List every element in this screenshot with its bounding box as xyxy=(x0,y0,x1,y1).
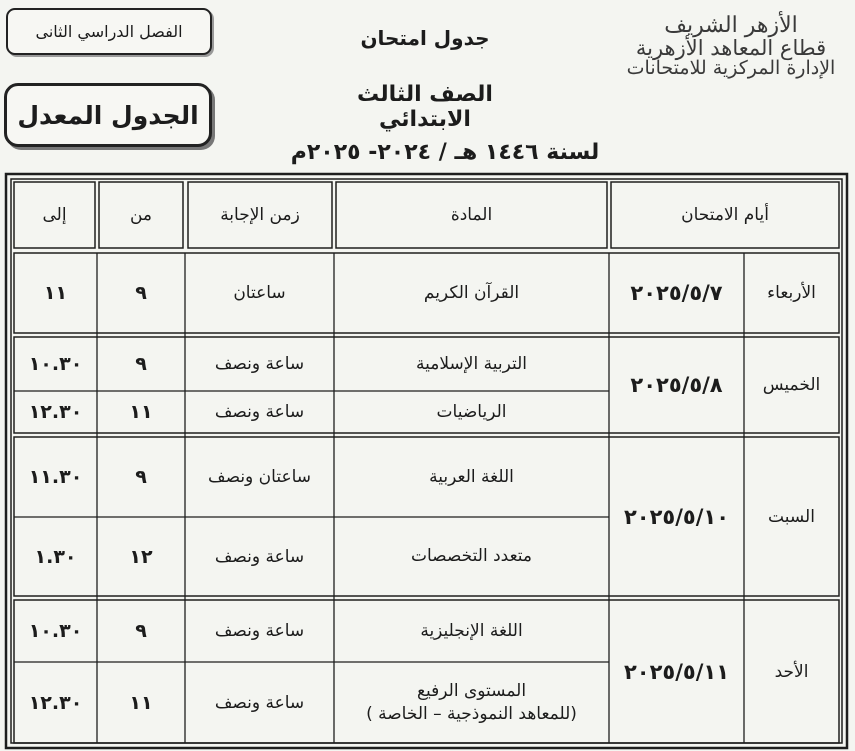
duration-cell: ساعة ونصف xyxy=(214,354,305,374)
day-cell: الأربعاء xyxy=(767,283,816,303)
date-cell: ٢٠٢٥/٥/١٠ xyxy=(623,504,730,529)
to-time-cell: ١٢.٣٠ xyxy=(28,401,83,423)
to-time-cell: ١١.٣٠ xyxy=(28,466,83,488)
subject-cell: القرآن الكريم xyxy=(423,282,520,303)
subject-cell: متعدد التخصصات xyxy=(411,546,533,567)
from-time-cell: ٩ xyxy=(135,282,147,304)
date-cell: ٢٠٢٥/٥/٨ xyxy=(630,373,723,397)
subject-note: (للمعاهد النموذجية – الخاصة ) xyxy=(366,703,577,724)
header-subject: المادة xyxy=(450,205,493,225)
subject-cell: اللغة الإنجليزية xyxy=(420,620,523,641)
subject-cell: التربية الإسلامية xyxy=(416,353,527,374)
to-time-cell: ١٢.٣٠ xyxy=(28,691,83,714)
duration-cell: ساعة ونصف xyxy=(214,546,305,567)
duration-cell: ساعة ونصف xyxy=(214,402,305,422)
day-cell: الأحد xyxy=(774,661,809,682)
header-duration: زمن الإجابة xyxy=(220,205,300,225)
from-time-cell: ١١ xyxy=(129,691,153,714)
to-time-cell: ١٠.٣٠ xyxy=(28,353,83,375)
modified-schedule-label: الجدول المعدل xyxy=(4,83,212,147)
header-exam-days: أيام الامتحان xyxy=(681,205,769,225)
from-time-cell: ١١ xyxy=(129,401,153,423)
logo-line-1: الأزهر الشريف xyxy=(664,13,798,38)
day-cell: السبت xyxy=(768,506,815,527)
academic-year: لسنة ١٤٤٦ هـ / ٢٠٢٤- ٢٠٢٥م xyxy=(290,140,600,165)
duration-cell: ساعتان ونصف xyxy=(207,467,312,487)
day-cell: الخميس xyxy=(762,375,821,395)
from-time-cell: ١٢ xyxy=(129,545,153,568)
date-cell: ٢٠٢٥/٥/١١ xyxy=(623,659,730,684)
to-time-cell: ١٠.٣٠ xyxy=(28,620,83,642)
date-cell: ٢٠٢٥/٥/٧ xyxy=(630,281,723,305)
subject-name: المستوى الرفيع xyxy=(416,680,527,701)
duration-cell: ساعة ونصف xyxy=(214,621,305,641)
from-time-cell: ٩ xyxy=(135,466,147,488)
from-time-cell: ٩ xyxy=(135,353,147,375)
from-time-cell: ٩ xyxy=(135,620,147,642)
to-time-cell: ١١ xyxy=(43,282,68,304)
subject-cell: اللغة العربية xyxy=(429,466,514,487)
grade-title: الصف الثالث الابتدائي xyxy=(357,82,493,132)
subject-cell: الرياضيات xyxy=(436,401,507,422)
subject-cell xyxy=(334,662,609,743)
logo-line-3: الإدارة المركزية للامتحانات xyxy=(626,57,836,80)
duration-cell: ساعتان xyxy=(233,283,286,303)
term-label: الفصل الدراسي الثانى xyxy=(6,8,212,55)
to-time-cell: ١.٣٠ xyxy=(34,545,77,568)
header-to: إلى xyxy=(42,205,67,225)
logo-line-2: قطاع المعاهد الأزهرية xyxy=(635,36,827,61)
exam-title: جدول امتحان xyxy=(360,26,490,50)
header-from: من xyxy=(129,205,153,225)
duration-cell: ساعة ونصف xyxy=(214,692,305,713)
